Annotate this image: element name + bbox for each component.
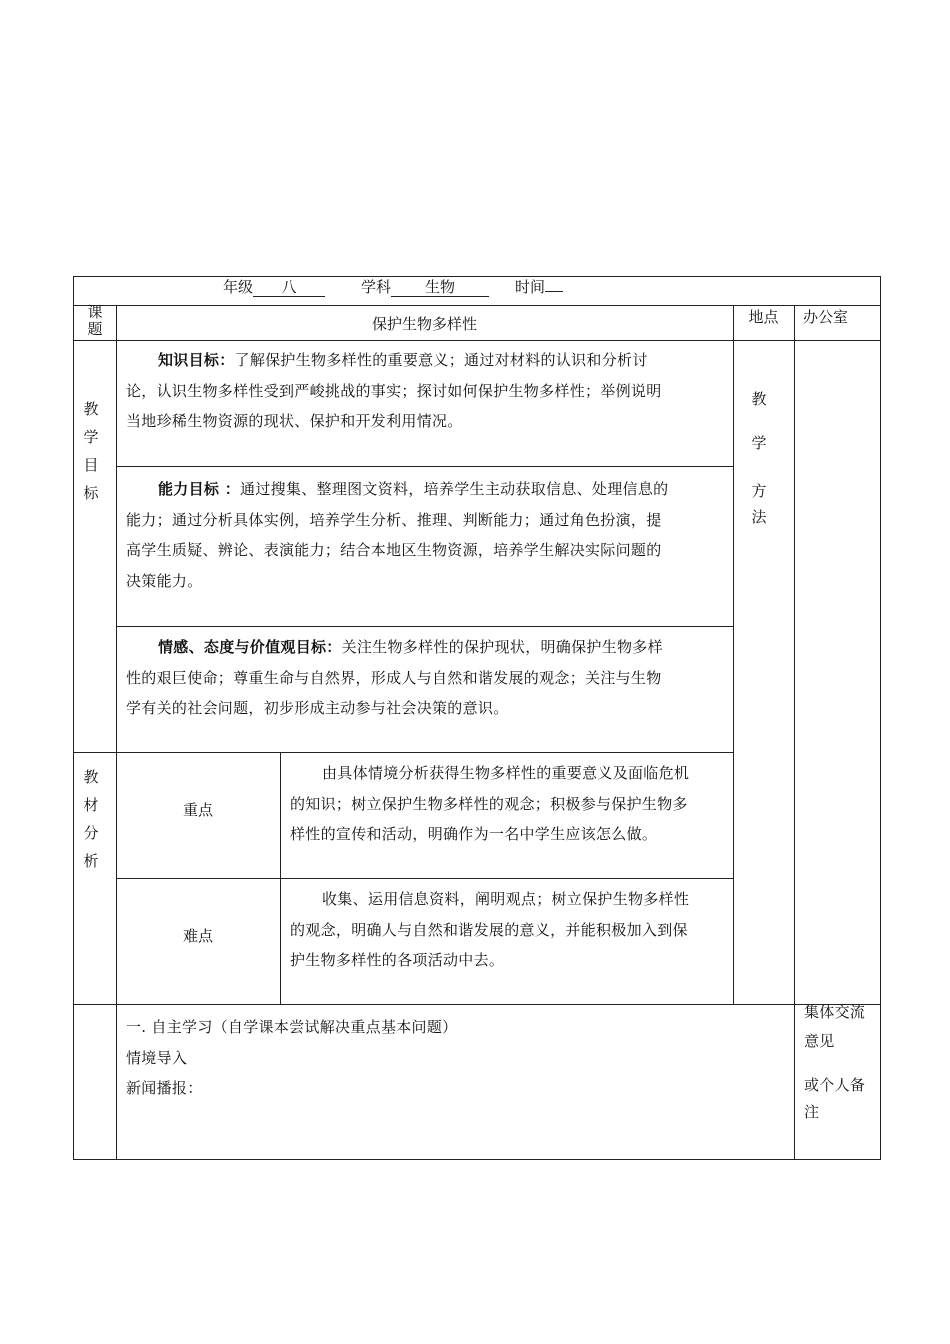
knowledge-line: 当地珍稀生物资源的现状、保护和开发利用情况。	[126, 412, 463, 430]
subject-value: 生物	[391, 278, 489, 297]
process-line: 情境导入	[126, 1048, 188, 1067]
table-divider	[73, 1004, 881, 1005]
ability-heading: 能力目标 ：	[158, 480, 241, 498]
table-divider	[116, 626, 733, 627]
time-blank	[545, 291, 563, 292]
notes-line: 或个人备	[804, 1076, 866, 1094]
notes-line: 注	[804, 1103, 820, 1121]
ability-line: 高学生质疑、辨论、表演能力；结合本地区生物资源，培养学生解决实际问题的	[126, 541, 662, 559]
table-divider	[794, 305, 795, 1160]
ability-line: 决策能力。	[126, 571, 203, 590]
difficulty-content	[290, 884, 730, 976]
objectives-label-char: 标	[83, 484, 99, 502]
table-border-right	[880, 276, 881, 1160]
location-label: 地点	[748, 308, 779, 326]
difficulty-line: 的观念，明确人与自然和谐发展的意义，并能积极加入到保	[290, 920, 688, 939]
grade-value: 八	[253, 278, 325, 297]
analysis-label-char: 析	[83, 852, 99, 870]
topic-label-char: 课	[87, 303, 103, 321]
key-point-content	[290, 758, 730, 850]
method-label-char: 法	[751, 508, 767, 526]
method-label-char: 学	[751, 434, 767, 452]
table-divider	[116, 466, 733, 467]
analysis-label-char: 分	[83, 824, 99, 842]
table-divider	[73, 752, 733, 753]
knowledge-objective	[126, 345, 726, 437]
table-divider	[733, 305, 734, 1005]
process-line: 一. 自主学习（自学课本尝试解决重点基本问题）	[126, 1018, 458, 1036]
analysis-label-char: 教	[83, 768, 99, 786]
notes-subheader	[804, 1072, 880, 1126]
ability-line: 能力；通过分析具体实例，培养学生分析、推理、判断能力；通过角色扮演，提	[126, 510, 662, 529]
emotion-objective	[126, 632, 726, 724]
knowledge-heading: 知识目标：	[158, 351, 235, 369]
notes-line: 集体交流	[804, 1003, 866, 1021]
analysis-label-char: 材	[83, 796, 99, 814]
grade-label: 年级	[223, 278, 254, 296]
difficulty-line: 收集、运用信息资料，阐明观点；树立保护生物多样性	[322, 890, 690, 908]
table-border-left	[73, 276, 74, 1160]
lesson-title: 保护生物多样性	[371, 315, 477, 333]
subject-label: 学科	[361, 278, 392, 296]
topic-label-char: 题	[87, 320, 103, 338]
emotion-line: 性的艰巨使命；尊重生命与自然界，形成人与自然和谐发展的观念；关注与生物	[126, 668, 662, 687]
emotion-line: 学有关的社会问题，初步形成主动参与社会决策的意识。	[126, 699, 509, 717]
method-label-char: 教	[751, 390, 767, 408]
method-label-char: 方	[751, 482, 767, 500]
difficulty-line: 护生物多样性的各项活动中去。	[290, 951, 505, 969]
emotion-line: 关注生物多样性的保护现状，明确保护生物多样	[341, 638, 663, 656]
table-divider	[116, 305, 117, 1160]
objectives-label-char: 学	[83, 428, 99, 446]
ability-line: 通过搜集、整理图文资料，培养学生主动获取信息、处理信息的	[240, 480, 669, 498]
time-label: 时间	[515, 278, 546, 296]
table-border-bottom	[73, 1159, 881, 1160]
header-line	[223, 272, 563, 303]
key-point-line: 样性的宣传和活动，明确作为一名中学生应该怎么做。	[290, 825, 658, 843]
knowledge-line: 论，认识生物多样性受到严峻挑战的事实；探讨如何保护生物多样性；举例说明	[126, 381, 662, 400]
process-line: 新闻播报：	[126, 1079, 203, 1097]
table-divider	[116, 878, 733, 879]
knowledge-line: 了解保护生物多样性的重要意义；通过对材料的认识和分析讨	[234, 351, 648, 369]
key-point-line: 的知识；树立保护生物多样性的观念；积极参与保护生物多	[290, 794, 688, 813]
ability-objective	[126, 474, 726, 596]
emotion-heading: 情感、态度与价值观目标：	[158, 638, 342, 656]
table-divider	[73, 340, 881, 341]
notes-line: 意见	[804, 1032, 835, 1050]
notes-header	[804, 998, 880, 1056]
location-value: 办公室	[803, 308, 849, 326]
objectives-label-char: 目	[83, 456, 99, 474]
difficulty-label: 难点	[182, 927, 213, 945]
objectives-label-char: 教	[83, 400, 99, 418]
process-content	[126, 1012, 786, 1104]
table-divider	[280, 752, 281, 1005]
key-point-line: 由具体情境分析获得生物多样性的重要意义及面临危机	[322, 764, 690, 782]
lesson-plan-table	[73, 276, 881, 1160]
key-point-label: 重点	[182, 801, 213, 819]
